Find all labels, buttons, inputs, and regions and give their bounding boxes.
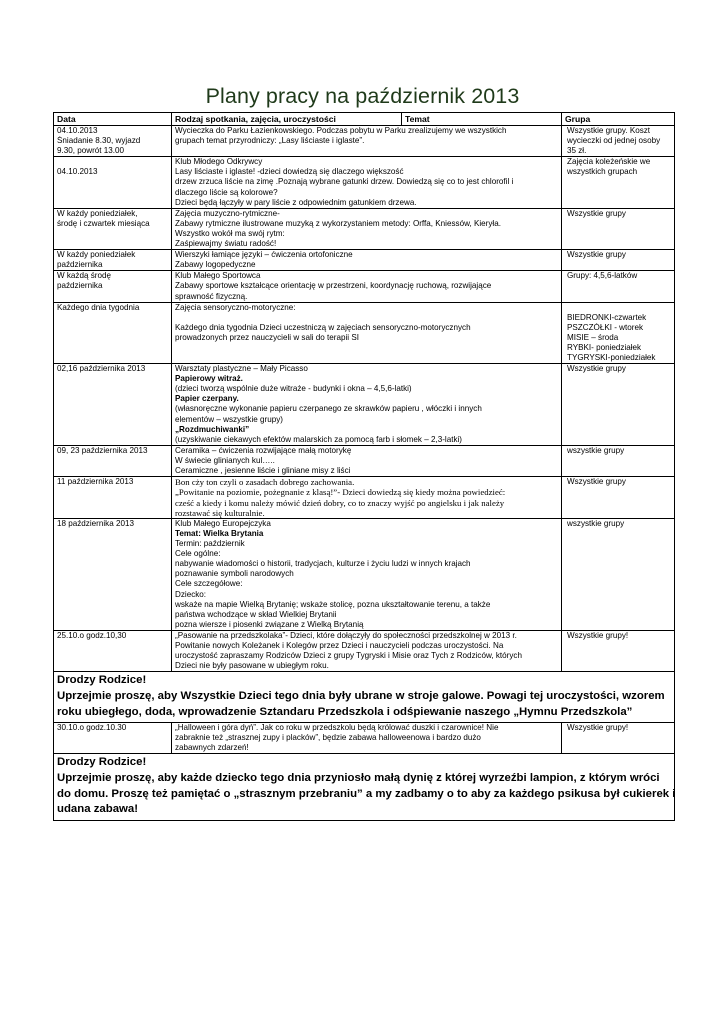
- notice-line: udana zabawa!: [57, 803, 139, 816]
- table-row: [54, 518, 675, 630]
- group-cell: [562, 445, 675, 476]
- description-cell: [172, 271, 562, 302]
- desc-line: Cele ogólne:: [175, 549, 221, 559]
- desc-line: Lasy liściaste i iglaste! -dzieci dowiedzą się dlaczego większość: [175, 167, 404, 177]
- group-line: wycieczki od jednej osoby: [567, 136, 661, 146]
- group-cell: [562, 157, 675, 208]
- notice-greeting: Drodzy Rodzice!: [57, 756, 147, 769]
- group-cell: [562, 477, 675, 519]
- group-cell: [562, 271, 675, 302]
- date-cell: [54, 445, 172, 476]
- date-cell: [54, 126, 172, 157]
- table-row: [54, 630, 675, 671]
- description-cell: [172, 630, 562, 671]
- group-line: Wszystkie grupy: [567, 477, 626, 487]
- description-cell: [172, 208, 562, 249]
- desc-line: zabraknie też „strasznej zupy i placków”, będzie zabawa halloweenowa i bardzo dużo: [175, 733, 481, 743]
- desc-line: sprawność fizyczną.: [175, 291, 248, 301]
- group-cell: [562, 250, 675, 271]
- description-cell: [172, 157, 562, 208]
- notice-cell: [54, 672, 675, 723]
- group-cell: [562, 723, 675, 754]
- desc-line: wskaże na mapie Wielką Brytanię; wskaże stolicę, pozna ukształtowanie terenu, a także: [175, 599, 491, 609]
- desc-line: Zabawy logopedyczne: [175, 260, 256, 270]
- desc-line: Klub Małego Sportowca: [175, 271, 261, 281]
- description-cell: [172, 250, 562, 271]
- group-line: BIEDRONKI-czwartek: [567, 312, 647, 322]
- table-row: [54, 364, 675, 446]
- table-row: [54, 271, 675, 302]
- desc-line: Klub Małego Europejczyka: [175, 518, 271, 528]
- desc-line: Wszystko wokół ma swój rytm:: [175, 228, 285, 238]
- date-line: W każdy poniedziałek,: [57, 208, 138, 218]
- table-row: [54, 208, 675, 249]
- notice-cell: [54, 754, 675, 820]
- date-line: 09, 23 października 2013: [57, 445, 148, 455]
- date-line: 04.10.2013: [57, 167, 98, 177]
- group-line: TYGRYSKI-poniedziałek: [567, 352, 656, 362]
- desc-line: elementów – wszystkie grupy): [175, 414, 283, 424]
- desc-line: cześć a kiedy i komu należy mówić dzień dobry, co to znaczy wyjść po angielsku i jak należy: [175, 497, 505, 508]
- desc-line: rozstawać się kulturalnie.: [175, 507, 265, 518]
- date-line: października: [57, 281, 103, 291]
- desc-line: „Rozdmuchiwanki”: [175, 424, 250, 434]
- group-cell: [562, 126, 675, 157]
- date-cell: [54, 302, 172, 363]
- group-cell: [562, 630, 675, 671]
- date-cell: [54, 364, 172, 446]
- group-line: RYBKI- poniedziałek: [567, 342, 642, 352]
- desc-line: dlaczego liście są kolorowe?: [175, 187, 278, 197]
- page-title: Plany pracy na październik 2013: [205, 84, 520, 108]
- table-row: [54, 445, 675, 476]
- desc-line: Dzieci będą łączyły w pary liście z odpowiednim gatunkiem drzewa.: [175, 197, 417, 207]
- plan-table: [53, 112, 675, 821]
- desc-line: Klub Młodego Odkrywcy: [175, 157, 263, 167]
- notice-line: roku ubiegłego, doda, wprowadzenie Sztandaru Przedszkola i odśpiewanie naszego „Hymnu Przedszkola”: [57, 705, 633, 718]
- table-row: [54, 250, 675, 271]
- desc-line: Zabawy sportowe kształcące orientację w przestrzeni, koordynację ruchową, rozwijające: [175, 281, 492, 291]
- group-line: wszystkie grupy: [567, 445, 625, 455]
- group-line: PSZCZÓŁKI - wtorek: [567, 322, 644, 332]
- header-type: Rodzaj spotkania, zajęcia, uroczystości: [172, 113, 402, 126]
- group-line: Wszystkie grupy: [567, 208, 626, 218]
- desc-line: Termin: październik: [175, 539, 245, 549]
- date-line: 02,16 października 2013: [57, 364, 146, 374]
- description-cell: [172, 126, 562, 157]
- desc-line: Bon cży ton czyli o zasadach dobrego zachowania.: [175, 477, 355, 488]
- desc-line: Dzieci nie były pasowane w ubiegłym roku.: [175, 661, 329, 671]
- group-line: Wszystkie grupy!: [567, 723, 629, 733]
- description-cell: [172, 445, 562, 476]
- group-line: 35 zł.: [567, 146, 587, 156]
- description-cell: [172, 364, 562, 446]
- header-topic: Temat: [402, 113, 562, 126]
- desc-line: zabawnych zdarzeń!: [175, 743, 249, 753]
- desc-line: grupach temat przyrodniczy: „Lasy liściaste i iglaste”.: [175, 136, 365, 146]
- notice-line: Uprzejmie proszę, aby Wszystkie Dzieci tego dnia były ubrane w stroje galowe. Powagi tej uroczystości, wzorem: [57, 689, 665, 702]
- desc-line: poznawanie symboli narodowych: [175, 569, 294, 579]
- group-line: Grupy: 4,5,6-latków: [567, 271, 638, 281]
- desc-line: (uzyskiwanie ciekawych efektów malarskich za pomocą farb i słomek – 2,3-latki): [175, 434, 462, 444]
- desc-line: Powitanie nowych Koleżanek i Kolegów przez Dzieci i nauczycieli podczas uroczystości. Na: [175, 641, 504, 651]
- group-line: wszystkie grupy: [567, 518, 625, 528]
- date-line: W każdą środę: [57, 271, 111, 281]
- group-line: Wszystkie grupy: [567, 364, 626, 374]
- desc-line: Ceramiczne , jesienne liście i gliniane misy z liści: [175, 466, 351, 475]
- group-line: Wszystkie grupy: [567, 250, 626, 260]
- description-cell: [172, 518, 562, 630]
- parents-notice: [54, 672, 675, 723]
- description-cell: [172, 302, 562, 363]
- date-line: 11 października 2013: [57, 477, 134, 487]
- desc-line: uroczystość zapraszamy Rodziców Dzieci z grupy Tygryski i Misie oraz Tych z Rodziców, których: [175, 651, 522, 661]
- desc-line: W świecie glinianych kul…..: [175, 455, 275, 465]
- group-line: Wszystkie grupy. Koszt: [567, 126, 651, 135]
- header-group: Grupa: [562, 113, 675, 126]
- desc-line: Papierowy witraż.: [175, 374, 243, 384]
- desc-line: państwa wchodzące w skład Wielkiej Brytanii: [175, 609, 337, 619]
- table-row: [54, 157, 675, 208]
- table-row: [54, 126, 675, 157]
- group-cell: [562, 364, 675, 446]
- group-line: wszystkich grupach: [567, 167, 638, 177]
- description-cell: [172, 723, 562, 754]
- desc-line: Zajęcia muzyczno-rytmiczne-: [175, 208, 280, 218]
- desc-line: Zajęcia sensoryczno-motoryczne:: [175, 302, 296, 312]
- desc-line: Temat: Wielka Brytania: [175, 529, 264, 538]
- desc-line: Dziecko:: [175, 589, 207, 599]
- date-cell: [54, 477, 172, 519]
- date-cell: [54, 271, 172, 302]
- date-cell: [54, 157, 172, 208]
- table-row: [54, 477, 675, 519]
- desc-line: Zaśpiewajmy światu radość!: [175, 239, 277, 249]
- group-line: MISIE – środa: [567, 332, 619, 342]
- date-cell: [54, 518, 172, 630]
- desc-line: Ceramika – ćwiczenia rozwijające małą motorykę: [175, 445, 352, 455]
- date-line: 9.30, powrót 13.00: [57, 146, 125, 156]
- desc-line: Zabawy rytmiczne ilustrowane muzyką z wykorzystaniem metody: Orffa, Kniessów, Kieryła.: [175, 218, 501, 228]
- date-line: 30.10.o godz.10.30: [57, 723, 127, 733]
- desc-line: Cele szczegółowe:: [175, 579, 243, 589]
- desc-line: drzew zrzuca liście na zimę .Poznają wybrane gatunki drzew. Dowiedzą się co to jest chlorofil i: [175, 177, 514, 187]
- desc-line: Wierszyki łamiące języki – ćwiczenia ortofoniczne: [175, 250, 353, 260]
- desc-line: Każdego dnia tygodnia Dzieci uczestniczą w zajęciach sensoryczno-motorycznych: [175, 322, 471, 332]
- group-line: Zajęcia koleżeńskie we: [567, 157, 651, 167]
- desc-line: Papier czerpany.: [175, 394, 239, 404]
- desc-line: (własnoręczne wykonanie papieru czerpanego ze skrawków papieru , włóczki i innych: [175, 404, 482, 414]
- group-line: Wszystkie grupy!: [567, 630, 629, 640]
- desc-line: „Halloween i góra dyń”. Jak co roku w przedszkolu będą królować duszki i czarownice! Nie: [175, 723, 499, 733]
- table-row: [54, 302, 675, 363]
- date-cell: [54, 250, 172, 271]
- group-cell: [562, 518, 675, 630]
- date-cell: [54, 630, 172, 671]
- date-line: środę i czwartek miesiąca: [57, 218, 150, 228]
- date-line: W każdy poniedziałek: [57, 250, 136, 260]
- table-row: [54, 723, 675, 754]
- group-cell: [562, 208, 675, 249]
- date-cell: [54, 723, 172, 754]
- date-line: października: [57, 260, 103, 270]
- parents-notice: [54, 754, 675, 820]
- group-cell: [562, 302, 675, 363]
- header-date: Data: [54, 113, 172, 126]
- notice-line: do domu. Proszę też pamiętać o „strasznym przebraniu” a my zadbamy o to aby za każdego psikusa był cukierek i: [57, 787, 676, 800]
- date-line: 25.10.o godz.10,30: [57, 630, 127, 640]
- date-line: 18 października 2013: [57, 518, 134, 528]
- desc-line: nabywanie wiadomości o historii, tradycjach, kulturze i życiu ludzi w innych krajach: [175, 559, 471, 569]
- date-line: Każdego dnia tygodnia: [57, 302, 140, 312]
- desc-line: prowadzonych przez nauczycieli w sali do terapii SI: [175, 332, 359, 342]
- notice-greeting: Drodzy Rodzice!: [57, 674, 147, 687]
- description-cell: [172, 477, 562, 519]
- desc-line: (dzieci tworzą wspólnie duże witraże - budynki i okna – 4,5,6-latki): [175, 384, 412, 394]
- date-line: 04.10.2013: [57, 126, 98, 135]
- desc-line: pozna wiersze i piosenki związane z Wielką Brytanią: [175, 619, 364, 629]
- desc-line: Warsztaty plastyczne – Mały Picasso: [175, 364, 308, 374]
- desc-line: „Pasowanie na przedszkolaka”- Dzieci, które dołączyły do społeczności przedszkolnej w 2013 r.: [175, 630, 517, 640]
- table-header-row: [54, 113, 675, 126]
- date-cell: [54, 208, 172, 249]
- notice-line: Uprzejmie proszę, aby każde dziecko tego dnia przyniosło małą dynię z której wyrzeźbi lampion, z którym wróci: [57, 771, 660, 784]
- desc-line: Wycieczka do Parku Łazienkowskiego. Podczas pobytu w Parku zrealizujemy we wszystkich: [175, 126, 507, 135]
- desc-line: „Powitanie na poziomie, pożegnanie z klasą!”- Dzieci dowiedzą się kiedy można powiedzieć:: [175, 487, 506, 498]
- date-line: Śniadanie 8.30, wyjazd: [57, 136, 141, 146]
